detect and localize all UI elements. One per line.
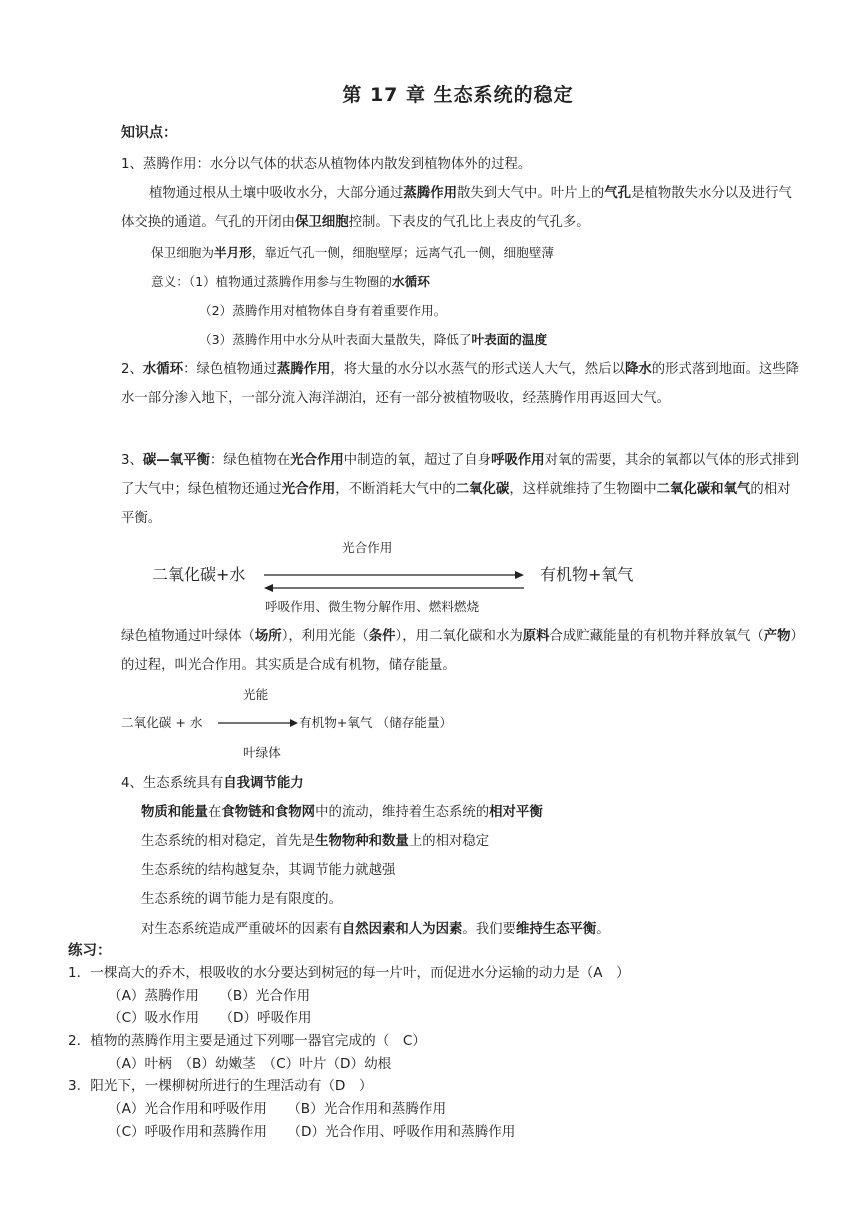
diagram1-forward-arrowhead [515,571,524,579]
section-4-point-4: 生态系统的调节能力是有限度的。 [141,892,342,907]
significance-3: （3）蒸腾作用中水分从叶表面大量散失，降低了叶表面的温度 [199,332,548,347]
section-2-paragraph: 2、水循环：绿色植物通过蒸腾作用，将大量的水分以水蒸气的形式送人大气，然后以降水的形式落到地面。这些降水一部分渗入地下，一部分流入海洋湖泊，还有一部分被植物吸收，经蒸腾作用再返回大气。 [121,362,800,406]
section-1-line: 1、蒸腾作用：水分以气体的状态从植物体内散发到植物体外的过程。 [121,157,532,172]
diagram1-right-label: 有机物+氧气 [540,565,634,584]
diagram2-bottom-label: 叶绿体 [243,745,281,760]
diagram1-backward-arrowhead [264,584,273,592]
question-1-stem: 1．一棵高大的乔木，根吸收的水分要达到树冠的每一片叶，而促进水分运输的动力是（A ） [68,965,630,981]
diagram1-top-label: 光合作用 [342,540,393,555]
knowledge-heading: 知识点： [121,125,177,141]
section-3-paragraph: 3、碳—氧平衡：绿色植物在光合作用中制造的氧，超过了自身呼吸作用对氧的需要，其余的氧都以气体的形式排到了大气中；绿色植物还通过光合作用，不断消耗大气中的二氧化碳，这样就维持了生物圈中二氧化碳和氧气的相对平衡。 [121,453,800,526]
question-2-options: （A）叶柄 （B）幼嫩茎 （C）叶片（D）幼根 [108,1056,392,1072]
question-3-options-ab: （A）光合作用和呼吸作用 （B）光合作用和蒸腾作用 [108,1101,447,1117]
question-3-options-cd: （C）呼吸作用和蒸腾作用 （D）光合作用、呼吸作用和蒸腾作用 [108,1124,516,1140]
diagram1-bottom-label: 呼吸作用、微生物分解作用、燃料燃烧 [265,599,480,614]
significance-1: 意义：（1）植物通过蒸腾作用参与生物圈的水循环 [151,274,430,289]
diagram2-arrow [218,717,300,729]
section-1-paragraph: 植物通过根从土壤中吸收水分，大部分通过蒸腾作用散失到大气中。叶片上的气孔是植物散失水分以及进行气体交换的通道。气孔的开闭由保卫细胞控制。下表皮的气孔比上表皮的气孔多。 [121,186,792,230]
section-4-point-1: 物质和能量在食物链和食物网中的流动，维持着生态系统的相对平衡 [141,805,543,820]
section-4-point-2: 生态系统的相对稳定，首先是生物物种和数量上的相对稳定 [141,834,490,849]
guard-cell-line: 保卫细胞为半月形，靠近气孔一侧，细胞壁厚；远离气孔一侧，细胞壁薄 [151,245,554,260]
question-2-stem: 2．植物的蒸腾作用主要是通过下列哪一器官完成的（ C） [68,1033,426,1049]
question-1-options-ab: （A）蒸腾作用 （B）光合作用 [108,988,311,1004]
section-4-point-3: 生态系统的结构越复杂，其调节能力就越强 [141,863,396,878]
chapter-title: 第 17 章 生态系统的稳定 [342,84,574,106]
question-1-options-cd: （C）吸水作用 （D）呼吸作用 [108,1010,312,1026]
section-4-point-5: 对生态系统造成严重破坏的因素有自然因素和人为因素。我们要维持生态平衡。 [141,922,610,937]
section-4-line: 4、生态系统具有自我调节能力 [121,776,304,791]
diagram1-left-label: 二氧化碳+水 [152,565,246,584]
photosynthesis-paragraph: 绿色植物通过叶绿体（场所），利用光能（条件），用二氧化碳和水为原料合成贮藏能量的有机物并释放氧气（产物）的过程，叫光合作用。其实质是合成有机物，储存能量。 [121,629,798,673]
diagram2-left-label: 二氧化碳 + 水 [121,715,203,730]
diagram1-arrows [262,566,532,596]
question-3-stem: 3．阳光下，一棵柳树所进行的生理活动有（D ） [68,1078,373,1094]
significance-2: （2）蒸腾作用对植物体自身有着重要作用。 [199,303,447,318]
practice-heading: 练习： [68,943,112,959]
diagram2-top-label: 光能 [243,687,269,702]
diagram2-right-label: 有机物+氧气 （储存能量） [299,715,453,730]
